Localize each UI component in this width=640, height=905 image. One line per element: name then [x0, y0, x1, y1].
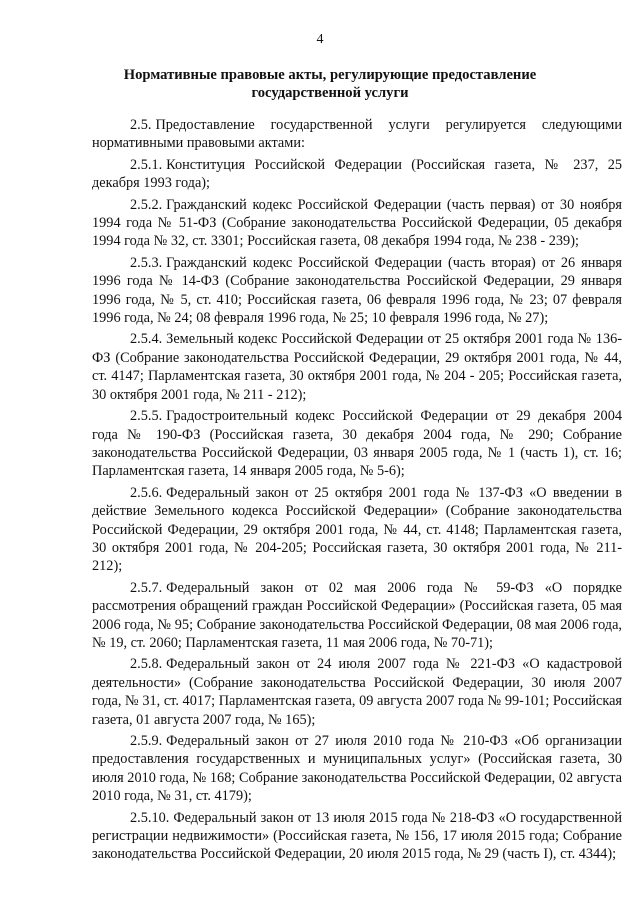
paragraph-text: Федеральный закон от 27 июля 2010 года № 210-ФЗ «Об организации предоставления государственных и муниципальных услуг» (Российская газета, 30 июля 2010 года, № 168; Собрание законодательства Российской Федерации, 02 августа 2010 года, № 31, ст. 4179); — [92, 733, 622, 805]
paragraph-2-5 — [92, 116, 622, 153]
paragraph-2-5-2 — [92, 196, 622, 251]
paragraph-2-5-4 — [92, 330, 622, 404]
paragraph-text: Предоставление государственной услуги регулируется следующими нормативными правовыми актами: — [92, 117, 622, 152]
paragraph-number: 2.5.1. — [130, 156, 163, 173]
paragraph-text: Гражданский кодекс Российской Федерации (часть первая) от 30 ноября 1994 года № 51-ФЗ (Собрание законодательства Российской Федерации, 05 декабря 1994 года № 32, ст. 3301; Российская газета, 08 декабря 1994 года, № 238 - 239); — [92, 196, 622, 250]
paragraph-text: Федеральный закон от 24 июля 2007 года № 221-ФЗ «О кадастровой деятельности» (Собрание законодательства Российской Федерации, 30 июля 2007 года, № 31, ст. 4017; Парламентская газета, 09 августа 2007 года № 99-101; Российская газета, 01 августа 2007 года, № 165); — [92, 656, 622, 728]
paragraph-number: 2.5.6. — [130, 484, 163, 501]
paragraph-2-5-1 — [92, 156, 622, 193]
paragraph-2-5-7 — [92, 579, 622, 653]
paragraph-text: Гражданский кодекс Российской Федерации (часть вторая) от 26 января 1996 года № 14-ФЗ (Собрание законодательства Российской Федерации, 29 января 1996 года, № 5, ст. 410; Российская газета, 06 февраля 1996 года, № 23; 07 февраля 1996 года, № 24; 08 февраля 1996 года, № 25; 10 февраля 1996 года, № 27); — [92, 254, 622, 327]
page-number: 4 — [316, 32, 324, 47]
paragraph-number: 2.5.9. — [130, 733, 163, 749]
paragraph-text: Федеральный закон от 13 июля 2015 года № 218-ФЗ «О государственной регистрации недвижимости» (Российская газета, № 156, 17 июля 2015 года; Собрание законодательства Российской Федерации, 20 июля 2015 года, № 29 (часть I), ст. 4344); — [92, 809, 622, 863]
section-heading-line-2: государственной услуги — [251, 85, 409, 101]
paragraph-number: 2.5.5. — [130, 408, 163, 425]
paragraph-2-5-6 — [92, 484, 622, 576]
paragraph-number: 2.5.8. — [130, 656, 163, 673]
paragraph-2-5-3 — [92, 254, 622, 328]
paragraph-text: Федеральный закон от 02 мая 2006 года № 59-ФЗ «О порядке рассмотрения обращений граждан Российской Федерации» (Российская газета, 05 мая 2006 года, № 95; Собрание законодательства Российской Федерации, 08 мая 2006 года, № 19, ст. 2060; Парламентская газета, 11 мая 2006 года, № 70-71); — [92, 579, 622, 651]
section-heading — [100, 66, 560, 102]
paragraph-2-5-5 — [92, 407, 622, 481]
paragraph-text: Земельный кодекс Российской Федерации от 25 октября 2001 года № 136-ФЗ (Собрание законодательства Российской Федерации, 29 октября 2001 года, № 44, ст. 4147; Парламентская газета, 30 октября 2001 года, № 204 - 205; Российская газета, 30 октября 2001 года, № 211 - 212); — [92, 331, 622, 403]
paragraph-text: Конституция Российской Федерации (Российская газета, № 237, 25 декабря 1993 года); — [92, 156, 622, 192]
paragraph-text: Градостроительный кодекс Российской Федерации от 29 декабря 2004 года № 190-ФЗ (Российская газета, 30 декабря 2004 года, № 290; Собрание законодательства Российской Федерации, 03 января 2005 года, № 1 (часть 1), ст. 16; Парламентская газета, 14 января 2005 года, № 5-6); — [92, 408, 622, 480]
paragraph-number: 2.5. — [130, 117, 152, 133]
document-body — [92, 116, 622, 867]
paragraph-2-5-10 — [92, 809, 622, 864]
paragraph-number: 2.5.10. — [130, 809, 170, 826]
paragraph-text: Федеральный закон от 25 октября 2001 года № 137-ФЗ «О введении в действие Земельного кодекса Российской Федерации» (Собрание законодательства Российской Федерации, 29 октября 2001 года, № 44, ст. 4148; Парламентская газета, 30 октября 2001 года, № 204-205; Российская газета, 30 октября 2001 года, № 211-212); — [92, 484, 622, 575]
paragraph-number: 2.5.3. — [130, 254, 163, 271]
paragraph-2-5-8 — [92, 655, 622, 729]
paragraph-number: 2.5.4. — [130, 331, 163, 348]
paragraph-2-5-9 — [92, 732, 622, 806]
section-heading-line-1: Нормативные правовые акты, регулирующие предоставление — [123, 67, 537, 83]
paragraph-number: 2.5.2. — [130, 196, 163, 213]
paragraph-number: 2.5.7. — [130, 579, 163, 596]
